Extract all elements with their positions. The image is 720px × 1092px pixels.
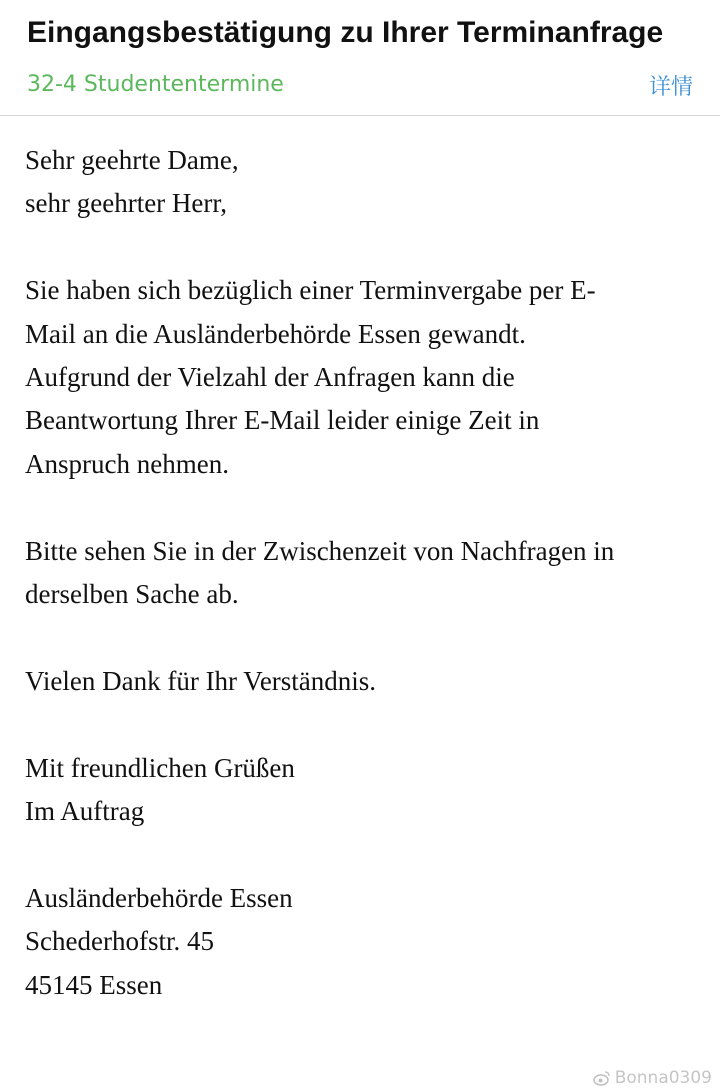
paragraph-gap [25,833,695,876]
address-line: 45145 Essen [25,969,163,1000]
body-line: derselben Sache ab. [25,579,239,610]
paragraph-gap [25,703,695,746]
watermark-text: Bonna0309 [614,1068,712,1088]
mail-subject: Eingangsbestätigung zu Ihrer Terminanfrage [27,16,664,49]
mail-folder-label[interactable]: 32-4 Studententermine [27,72,284,97]
watermark [593,1068,712,1088]
paragraph-gap [25,616,695,659]
body-line: Sie haben sich bezüglich einer Terminvergabe per E- [25,275,596,306]
body-line: Beantwortung Ihrer E-Mail leider einige Zeit in [25,405,540,436]
body-line: Anspruch nehmen. [25,448,229,479]
greeting-line: sehr geehrter Herr, [25,188,228,219]
mail-header [0,0,720,116]
address-line: Schederhofstr. 45 [25,926,214,957]
weibo-icon [593,1069,611,1087]
greeting-line: Sehr geehrte Dame, [25,145,239,175]
closing-line: Mit freundlichen Grüßen [25,752,295,783]
details-link[interactable]: 详情 [648,75,693,100]
body-line: Aufgrund der Vielzahl der Anfragen kann die [25,362,515,393]
paragraph-gap [25,226,695,269]
body-line: Vielen Dank für Ihr Verständnis. [25,665,377,696]
address-line: Ausländerbehörde Essen [25,882,293,913]
body-line: Bitte sehen Sie in der Zwischenzeit von Nachfragen in [25,535,615,566]
body-line: Mail an die Ausländerbehörde Essen gewandt. [25,318,526,349]
closing-line: Im Auftrag [25,796,145,827]
paragraph-gap [25,486,695,529]
mail-body [25,139,695,1007]
